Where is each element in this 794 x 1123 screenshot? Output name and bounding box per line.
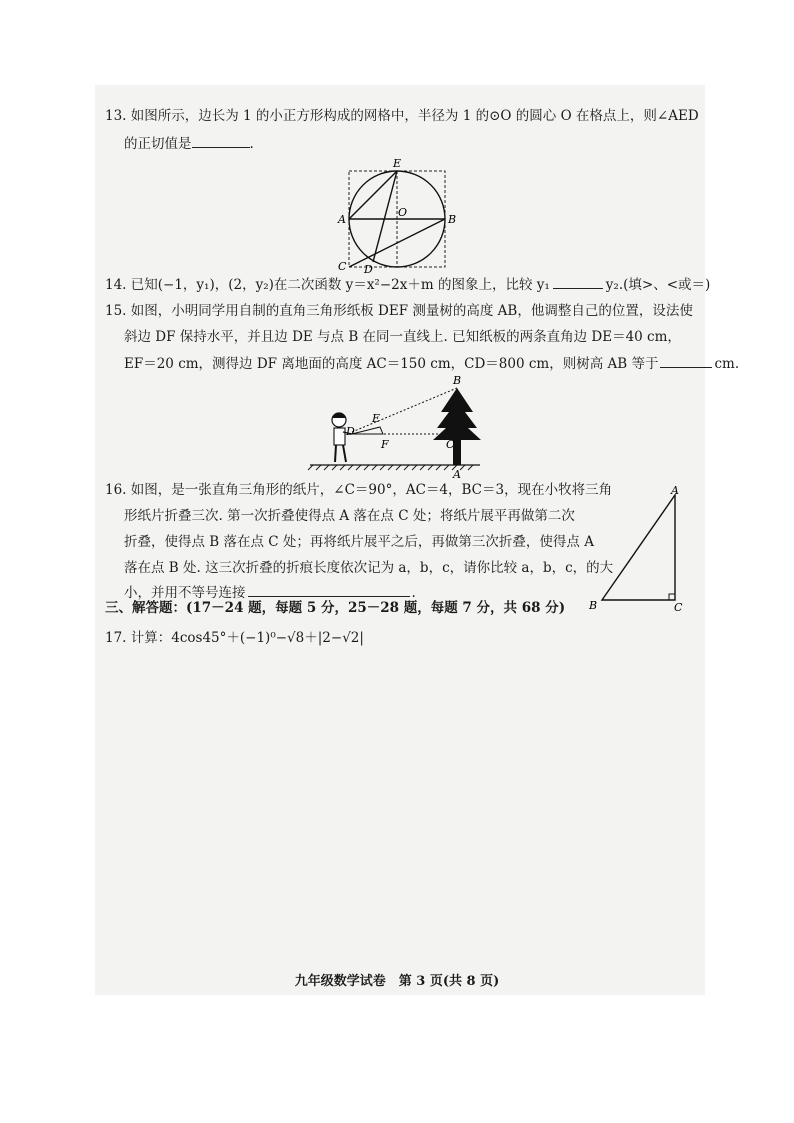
q16-label-c: C bbox=[674, 601, 683, 613]
q16-line4: 落在点 B 处. 这三次折叠的折痕长度依次记为 a，b，c，请你比较 a，b，c，的大 bbox=[124, 560, 614, 576]
q14-answer-blank bbox=[553, 274, 603, 289]
q13-line2-prefix: 的正切值是 bbox=[124, 136, 192, 152]
q17-line: 17. 计算：4cos45°＋(−1)⁰−√8＋|2−√2| bbox=[105, 630, 364, 646]
q16-label-a: A bbox=[671, 484, 679, 497]
q16-answer-blank bbox=[248, 582, 410, 597]
q14-suffix: y₂.(填>、<或＝) bbox=[605, 277, 711, 293]
q14-prefix: 14. 已知(−1，y₁)，(2，y₂)在二次函数 y＝x²−2x＋m 的图象上，比较 y₁ bbox=[105, 277, 550, 293]
q16-line3: 折叠，使得点 B 落在点 C 处；再将纸片展平之后，再做第三次折叠，使得点 A bbox=[124, 534, 594, 550]
q14-line bbox=[105, 274, 710, 295]
q16-label-b: B bbox=[589, 599, 598, 612]
section3-heading: 三、解答题：(17－24 题，每题 5 分，25－28 题，每题 7 分，共 68 分) bbox=[105, 600, 566, 616]
q15-label-b: B bbox=[453, 374, 462, 387]
q13-label-c: C bbox=[338, 260, 347, 273]
q15-line3 bbox=[124, 353, 739, 374]
q13-label-e: E bbox=[393, 157, 402, 170]
q13-line1: 13. 如图所示，边长为 1 的小正方形构成的网格中，半径为 1 的⊙O 的圆心 O 在格点上，则∠AED bbox=[105, 108, 699, 124]
q13-answer-blank bbox=[192, 133, 250, 148]
q16-line5-suffix: . bbox=[411, 585, 416, 601]
q15-label-e: E bbox=[372, 412, 381, 425]
q15-label-d: D bbox=[346, 425, 355, 438]
q13-line2-suffix: . bbox=[249, 136, 254, 152]
q13-line2 bbox=[124, 133, 254, 154]
q15-label-f: F bbox=[381, 438, 389, 451]
q15-line1: 15. 如图，小明同学用自制的直角三角形纸板 DEF 测量树的高度 AB，他调整自己的位置，设法使 bbox=[105, 303, 693, 319]
q15-label-c: C bbox=[446, 438, 455, 451]
q13-circle-grid-figure bbox=[330, 156, 460, 276]
q16-line1: 16. 如图，是一张直角三角形的纸片，∠C＝90°，AC＝4，BC＝3，现在小牧将三角 bbox=[105, 482, 613, 498]
q15-line2: 斜边 DF 保持水平，并且边 DE 与点 B 在同一直线上. 已知纸板的两条直角边 DE＝40 cm， bbox=[124, 329, 681, 345]
page-footer: 九年级数学试卷 第 3 页(共 8 页) bbox=[294, 974, 500, 989]
q16-right-triangle-figure bbox=[585, 483, 690, 613]
q16-line5-prefix: 小，并用不等号连接 bbox=[124, 585, 246, 601]
q13-label-o: O bbox=[398, 206, 408, 219]
q13-label-d: D bbox=[364, 263, 373, 276]
q15-label-a: A bbox=[453, 468, 461, 481]
q13-label-b: B bbox=[448, 213, 457, 226]
q16-line2: 形纸片折叠三次. 第一次折叠使得点 A 落在点 C 处；将纸片展平再做第二次 bbox=[124, 508, 575, 524]
q15-line3-suffix: cm. bbox=[714, 356, 740, 372]
q15-line3-prefix: EF＝20 cm，测得边 DF 离地面的高度 AC＝150 cm，CD＝800 cm，则树高 AB 等于 bbox=[124, 356, 659, 372]
q15-tree-measure-figure bbox=[305, 372, 490, 482]
q13-label-a: A bbox=[338, 213, 346, 226]
q15-answer-blank bbox=[660, 353, 712, 368]
